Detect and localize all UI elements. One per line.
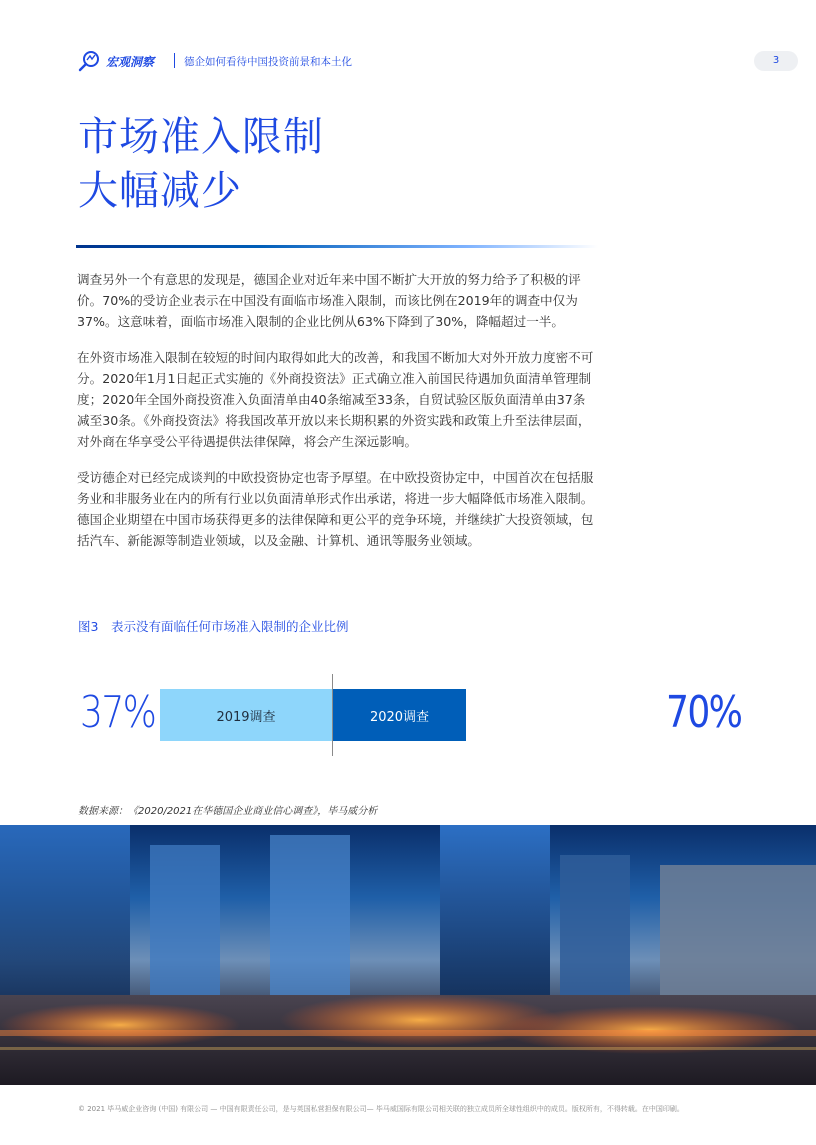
figure-caption: 图3 表示没有面临任何市场准入限制的企业比例 xyxy=(78,619,349,634)
chart-divider-line xyxy=(332,674,333,756)
paragraph-1: 调查另外一个有意思的发现是，德国企业对近年来中国不断扩大开放的努力给予了积极的评价。70%的受访企业表示在中国没有面临市场准入限制，而该比例在2019年的调查中仅为37%。这意味着，面临市场准入限制的企业比例从63%下降到了30%，降幅超过一半。 xyxy=(77,272,581,330)
magnifier-logo-icon xyxy=(78,50,102,72)
paragraph-3: 受访德企对已经完成谈判的中欧投资协定也寄予厚望。在中欧投资协定中，中国首次在包括服务业和非服务业在内的所有行业以负面清单形式作出承诺，将进一步大幅降低市场准入限制。德国企业期望在中国市场获得更多的法律保障和更公平的竞争环境，并继续扩大投资领域，包括汽车、新能源等制造业领域，以及金融、计算机、通讯等服务业领域。 xyxy=(77,469,594,549)
value-label-2020: 70% xyxy=(666,687,742,738)
body-text xyxy=(77,269,597,565)
data-source: 数据来源：《2020/2021在华德国企业商业信心调查》，毕马威分析 xyxy=(78,806,378,817)
page-title xyxy=(78,110,324,218)
value-label-2019: 37% xyxy=(80,687,156,738)
title-divider xyxy=(76,245,598,248)
bar-2020 xyxy=(333,689,466,741)
bar-label-2020: 2020调查 xyxy=(369,709,430,725)
bar-label-2019: 2019调查 xyxy=(216,709,276,725)
city-skyline-photo xyxy=(0,825,816,1085)
city-skyline-illustration xyxy=(0,825,816,1085)
title-line-1: 市场准入限制 xyxy=(78,114,324,160)
logo-text: 宏观洞察 xyxy=(106,55,155,69)
header-separator xyxy=(174,53,175,68)
comparison-chart xyxy=(0,660,816,770)
bar-2019 xyxy=(160,689,332,741)
title-line-2: 大幅减少 xyxy=(78,168,242,214)
page-header xyxy=(78,48,798,74)
page-number: 3 xyxy=(754,51,798,71)
footer-legal: © 2021 毕马威企业咨询 (中国) 有限公司 — 中国有限责任公司，是与英国私营担保有限公司— 毕马威国际有限公司相关联的独立成员所全球性组织中的成员。版权所有，不得转载。在中国印刷。 xyxy=(78,1105,684,1113)
header-subtitle: 德企如何看待中国投资前景和本土化 xyxy=(184,56,352,68)
paragraph-2: 在外资市场准入限制在较短的时间内取得如此大的改善，和我国不断加大对外开放力度密不可分。2020年1月1日起正式实施的《外商投资法》正式确立准入前国民待遇加负面清单管理制度；2020年全国外商投资准入负面清单由40条缩减至33条，自贸试验区版负面清单由37条减至30条。《外商投资法》将我国改革开放以来长期积累的外资实践和政策上升至法律层面，对外商在华享受公平待遇提供法律保障，将会产生深远影响。 xyxy=(77,349,594,450)
